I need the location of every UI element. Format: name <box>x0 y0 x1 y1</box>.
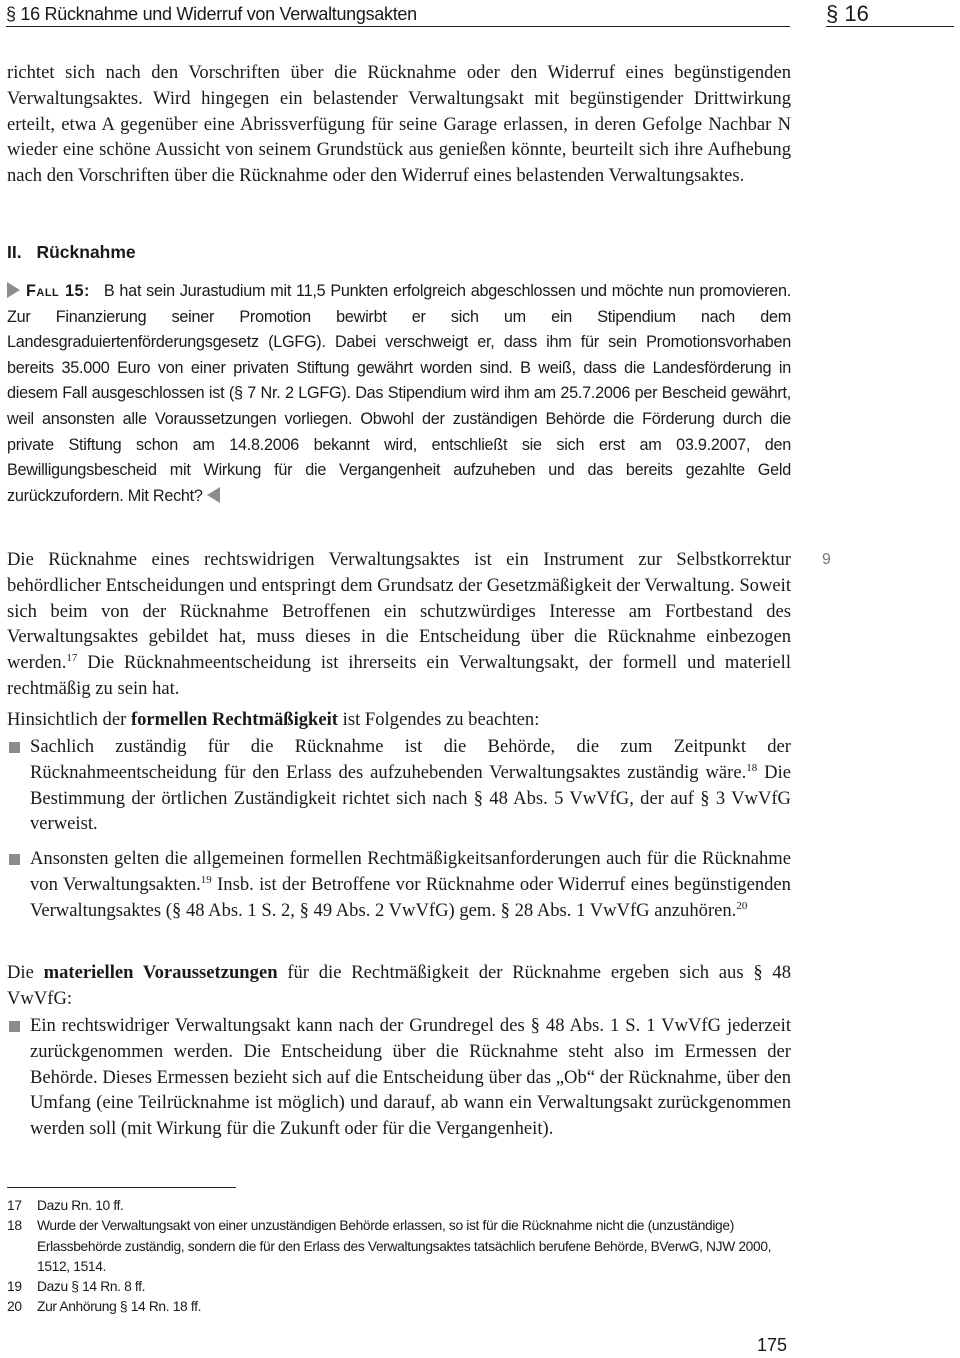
list-item-text-continued: Die Bestimmung der örtlichen Zuständigkeit richtet sich nach § 48 Abs. 5 VwVfG, der auf § 3 VwVfG verweist. <box>30 761 791 835</box>
footnote-ref[interactable]: 17 <box>66 652 78 665</box>
running-header-title: § 16 Rücknahme und Widerruf von Verwaltungsakten <box>6 4 417 24</box>
footnote-text: Zur Anhörung § 14 Rn. 18 ff. <box>37 1299 202 1315</box>
section-heading <box>7 242 136 263</box>
footnote-number: 20 <box>7 1299 22 1315</box>
formal-intro-text-after: ist Folgendes zu beachten: <box>338 709 540 730</box>
footnote <box>7 1277 791 1297</box>
list-item <box>7 734 791 837</box>
footnote-text: Dazu § 14 Rn. 8 ff. <box>37 1279 146 1295</box>
paragraph-purpose <box>7 547 791 702</box>
section-heading-number: II. <box>7 242 22 262</box>
footnote-ref[interactable]: 19 <box>200 873 212 886</box>
margin-number: 9 <box>822 551 831 568</box>
triangle-left-icon <box>207 487 220 503</box>
footnote-number: 17 <box>7 1198 22 1213</box>
material-intro <box>7 960 791 1012</box>
footnote <box>7 1216 791 1277</box>
list-item <box>7 1013 791 1142</box>
formal-intro-text: Hinsichtlich der <box>7 709 131 730</box>
footnote-number: 19 <box>7 1279 22 1295</box>
square-bullet-icon <box>9 742 20 753</box>
footnotes <box>7 1196 791 1318</box>
page-number: 175 <box>757 1335 788 1355</box>
case-label: Fall 15: <box>26 282 90 300</box>
paragraph-text: Die Rücknahme eines rechtswidrigen Verwaltungsaktes ist ein Instrument zur Selbstkorrektur behördlicher Entscheidungen und entspringt dem Grundsatz der Gesetzmäßigkeit der Verwaltung. Soweit sich beim von der Rücknahme Betroffenen ein schutzwürdiges Interesse am Fortbestand des Verwaltungsaktes gebildet hat, muss dieses in die Entscheidung über die Rücknahme einbezogen werden. <box>7 549 791 674</box>
footnote-ref[interactable]: 18 <box>746 761 758 774</box>
footnote-divider <box>7 1187 236 1188</box>
footnote-text: Wurde der Verwaltungsakt von einer unzuständigen Behörde erlassen, so ist für die Rücknahme nicht die (unzuständige) Erlassbehörde zuständig, sondern die für den Erlass des Verwaltungsaktes tatsächlich berufene Behörde, BVerwG, NJW 2000, 1512, 1514. <box>37 1218 772 1274</box>
list-item <box>7 846 791 923</box>
list-item-text: Ansonsten gelten die allgemeinen formellen Rechtmäßigkeitsanforderungen auch für die Rücknahme von Verwaltungsakten. <box>30 848 791 895</box>
running-header <box>6 2 790 27</box>
section-number: § 16 <box>826 1 869 26</box>
material-intro-text: Die <box>7 962 44 983</box>
footnote <box>7 1297 791 1317</box>
intro-paragraph: richtet sich nach den Vorschriften über die Rücknahme oder den Widerruf eines begünstigenden Verwaltungsaktes. Wird hingegen ein belastender Verwaltungsakt mit begünstigender Drittwirkung erteilt, etwa A gegenüber eine Abrissverfügung für seine Garage erlassen, in deren Gefolge Nachbar N wieder eine schöne Aussicht von seinem Grundstück aus genießen könnte, beurteilt sich ihre Aufhebung nach den Vorschriften über die Rücknahme oder den Widerruf eines belastenden Verwaltungsaktes. <box>7 62 791 187</box>
triangle-right-icon <box>7 282 20 298</box>
square-bullet-icon <box>9 1021 20 1032</box>
formal-intro <box>7 707 791 733</box>
case-box <box>7 279 791 509</box>
material-intro-bold: materiellen Voraussetzungen <box>43 962 278 983</box>
list-item-text: Sachlich zuständig für die Rücknahme ist die Behörde, die zum Zeitpunkt der Rücknahmeentscheidung für den Erlass des aufzuhebenden Verwaltungsaktes zuständig wäre. <box>30 736 791 783</box>
section-heading-title: Rücknahme <box>36 242 136 262</box>
list-item-text-continued: Insb. ist der Betroffene vor Rücknahme oder Widerruf eines begünstigenden Verwaltungsaktes (§ 48 Abs. 1 S. 2, § 49 Abs. 2 VwVfG) gem. § 28 Abs. 1 VwVfG anzuhören. <box>30 873 791 921</box>
running-header-section <box>826 2 954 27</box>
footnote-ref[interactable]: 20 <box>736 899 748 912</box>
footnote-text: Dazu Rn. 10 ff. <box>37 1198 124 1213</box>
material-intro-text-after: für die Rechtmäßigkeit der Rücknahme ergeben sich aus § 48 VwVfG: <box>7 962 792 1009</box>
case-text: B hat sein Jurastudium mit 11,5 Punkten erfolgreich abgeschlossen und möchte nun promovieren. Zur Finanzierung seiner Promotion bewirbt er sich um ein Stipendium nach dem Landesgraduiertenförderungsgesetz (LGFG). Dabei verschweigt er, dass ihm für sein Promotionsvorhaben bereits 35.000 Euro von einer privaten Stiftung gewährt worden sind. B weiß, dass die Landesförderung in diesem Fall ausgeschlossen ist (§ 7 Nr. 2 LGFG). Das Stipendium wird ihm am 25.7.2006 per Bescheid gewährt, weil ansonsten alle Voraussetzungen vorliegen. Obwohl der zuständigen Behörde die Förderung durch die private Stiftung schon am 14.8.2006 bekannt wird, entschließt sie sich erst am 03.9.2007, den Bewilligungsbescheid mit Wirkung für die Vergangenheit aufzuheben und das bereits gezahlte Geld zurückzufordern. Mit Recht? <box>7 282 791 505</box>
square-bullet-icon <box>9 854 20 865</box>
formal-intro-bold: formellen Rechtmäßigkeit <box>130 709 339 730</box>
paragraph-text-continued: Die Rücknahmeentscheidung ist ihrerseits ein Verwaltungsakt, der formell und materiell rechtmäßig zu sein hat. <box>7 652 791 699</box>
footnote <box>7 1196 791 1216</box>
footnote-number: 18 <box>7 1218 22 1234</box>
list-item-text: Ein rechtswidriger Verwaltungsakt kann nach der Grundregel des § 48 Abs. 1 S. 1 VwVfG jederzeit zurückgenommen werden. Die Entscheidung über die Rücknahme steht also im Ermessen der Behörde. Dieses Ermessen bezieht sich auf die Entscheidung über das „Ob“ der Rücknahme, über den Umfang (eine Teilrücknahme ist möglich) und darauf, ab wann ein Verwaltungsakt zurückgenommen werden soll (mit Wirkung für die Zukunft oder für die Vergangenheit). <box>30 1015 791 1140</box>
